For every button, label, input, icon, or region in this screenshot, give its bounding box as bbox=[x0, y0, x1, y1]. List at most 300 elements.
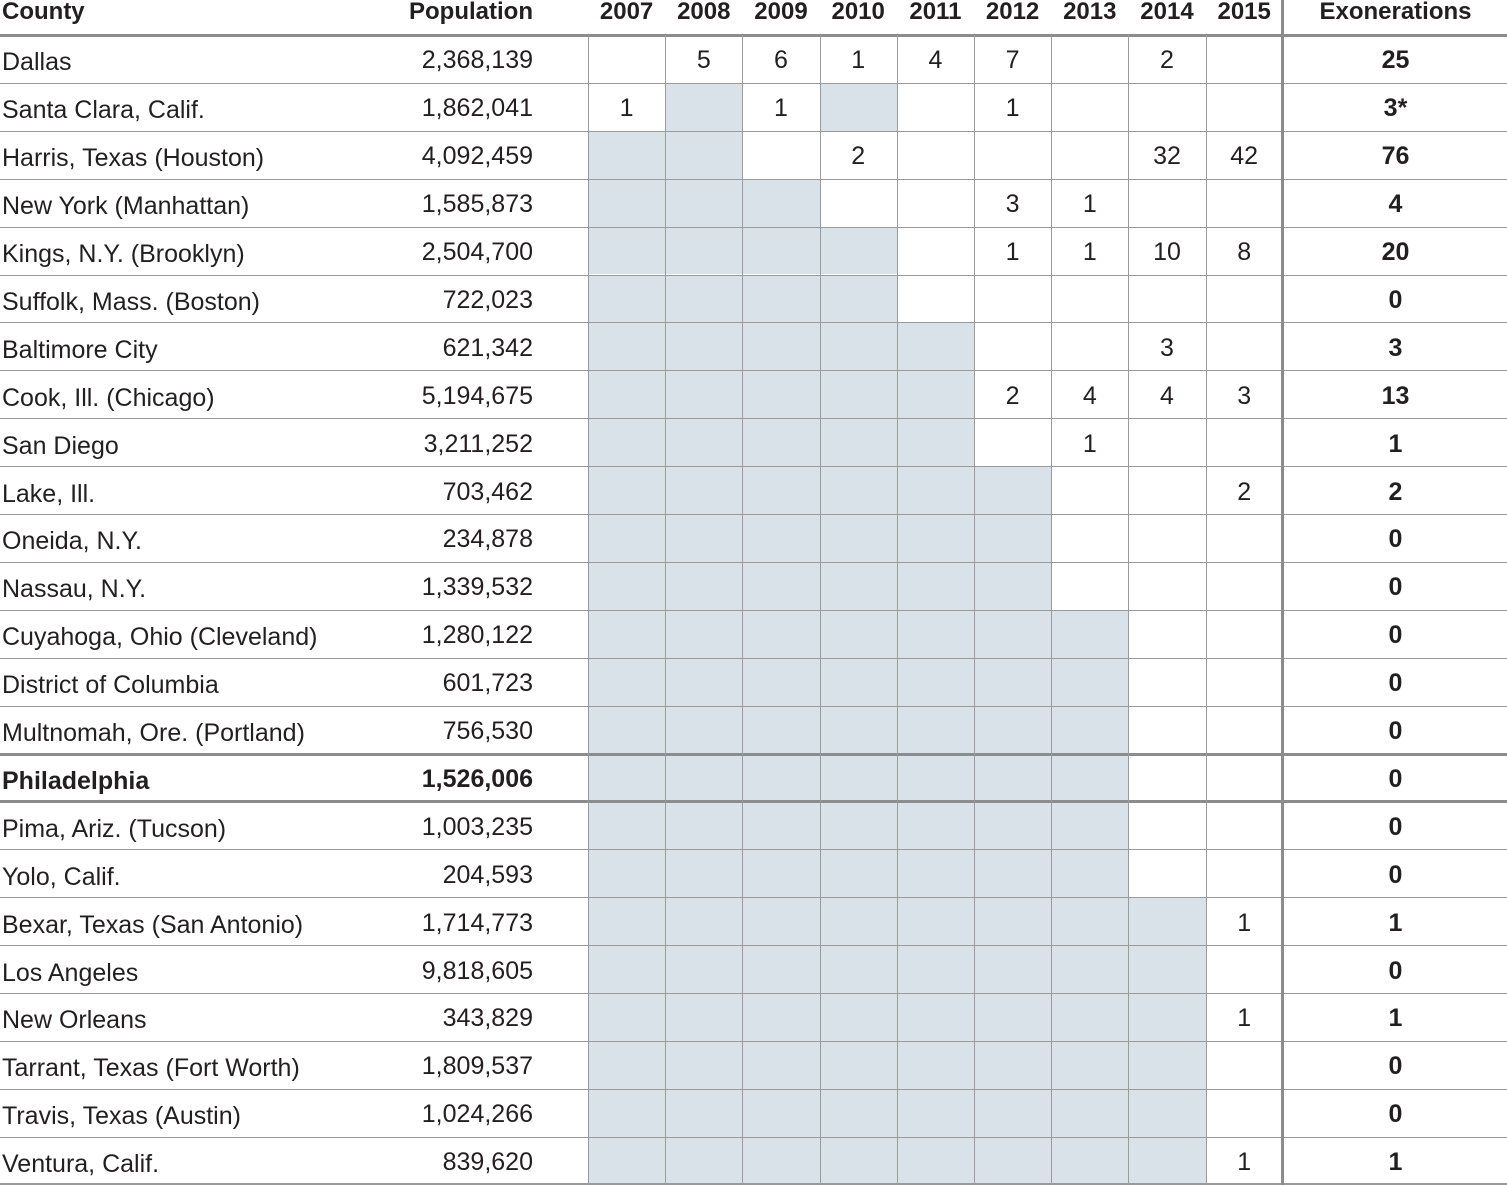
year-value bbox=[742, 324, 819, 372]
population-value: 722,023 bbox=[442, 285, 533, 314]
county-name: Oneida, N.Y. bbox=[2, 527, 142, 556]
year-value: 1 bbox=[1005, 238, 1020, 267]
year-value bbox=[1128, 1091, 1205, 1139]
year-value bbox=[665, 516, 742, 564]
year-value bbox=[1206, 851, 1283, 899]
year-value bbox=[1051, 947, 1128, 995]
year-value: 4 bbox=[1160, 381, 1174, 410]
year-value bbox=[1128, 803, 1205, 851]
exonerations-total: 0 bbox=[1388, 621, 1403, 650]
year-value bbox=[974, 1139, 1051, 1187]
year-value bbox=[1051, 324, 1128, 372]
year-value bbox=[1051, 708, 1128, 756]
population-value: 1,526,006 bbox=[421, 764, 533, 793]
year-value bbox=[742, 612, 819, 660]
year-grid-line bbox=[1051, 35, 1052, 1185]
population-value: 1,339,532 bbox=[421, 573, 533, 602]
year-value bbox=[820, 372, 897, 420]
year-value bbox=[820, 899, 897, 947]
year-value bbox=[1128, 468, 1205, 516]
year-value bbox=[820, 995, 897, 1043]
year-value bbox=[1128, 1043, 1205, 1091]
year-grid-line bbox=[1206, 35, 1207, 1185]
year-value bbox=[1128, 181, 1205, 229]
year-value bbox=[1128, 1139, 1205, 1187]
exonerations-total: 0 bbox=[1388, 717, 1403, 746]
year-value: 2 bbox=[1237, 477, 1252, 506]
year-value bbox=[1206, 756, 1283, 804]
year-value bbox=[974, 468, 1051, 516]
population-value: 703,462 bbox=[442, 477, 533, 506]
exonerations-total: 0 bbox=[1388, 812, 1403, 841]
year-value bbox=[1128, 899, 1205, 947]
year-value bbox=[588, 420, 665, 468]
year-value bbox=[1051, 85, 1128, 133]
year-value bbox=[742, 660, 819, 708]
year-value bbox=[820, 660, 897, 708]
year-value bbox=[897, 372, 974, 420]
population-value: 343,829 bbox=[442, 1004, 533, 1033]
year-value bbox=[742, 803, 819, 851]
population-value: 1,280,122 bbox=[421, 621, 533, 650]
year-value bbox=[742, 756, 819, 804]
population-value: 839,620 bbox=[442, 1148, 533, 1177]
county-name: Travis, Texas (Austin) bbox=[2, 1102, 241, 1131]
year-value bbox=[820, 324, 897, 372]
year-value bbox=[1206, 37, 1283, 85]
county-name: Harris, Texas (Houston) bbox=[2, 144, 265, 173]
year-value bbox=[897, 851, 974, 899]
year-value bbox=[897, 1139, 974, 1187]
exonerations-total: 1 bbox=[1388, 429, 1403, 458]
year-value bbox=[742, 1139, 819, 1187]
year-value: 1 bbox=[1237, 1148, 1252, 1177]
year-grid-line bbox=[897, 35, 898, 1185]
population-value: 2,504,700 bbox=[421, 238, 533, 267]
year-value bbox=[820, 516, 897, 564]
year-value bbox=[1206, 1043, 1283, 1091]
year-value bbox=[1128, 277, 1205, 325]
year-value bbox=[588, 851, 665, 899]
population-value: 756,530 bbox=[442, 717, 533, 746]
year-value bbox=[1206, 324, 1283, 372]
population-value: 601,723 bbox=[442, 669, 533, 698]
year-value: 1 bbox=[774, 94, 788, 123]
year-value: 4 bbox=[1082, 381, 1097, 410]
year-value bbox=[974, 756, 1051, 804]
year-value: 3 bbox=[1160, 333, 1174, 362]
year-value bbox=[742, 1043, 819, 1091]
year-value bbox=[1128, 660, 1205, 708]
year-value bbox=[1051, 995, 1128, 1043]
year-value bbox=[1128, 564, 1205, 612]
year-value bbox=[820, 756, 897, 804]
year-value bbox=[1206, 1091, 1283, 1139]
year-value bbox=[588, 372, 665, 420]
year-value bbox=[974, 133, 1051, 181]
year-value bbox=[665, 564, 742, 612]
year-value bbox=[742, 708, 819, 756]
year-value bbox=[665, 851, 742, 899]
exonerations-total: 1 bbox=[1388, 908, 1403, 937]
population-value: 1,809,537 bbox=[421, 1052, 533, 1081]
county-name: San Diego bbox=[2, 431, 119, 460]
population-value: 1,024,266 bbox=[421, 1100, 533, 1129]
year-value: 5 bbox=[696, 46, 711, 75]
county-name: Pima, Ariz. (Tucson) bbox=[2, 814, 227, 843]
year-value bbox=[820, 1043, 897, 1091]
year-value: 1 bbox=[1082, 429, 1097, 458]
county-name: Multnomah, Ore. (Portland) bbox=[2, 719, 305, 748]
header-year-2007: 2007 bbox=[599, 0, 654, 25]
county-name: Yolo, Calif. bbox=[2, 862, 121, 891]
year-value bbox=[588, 708, 665, 756]
year-value bbox=[897, 181, 974, 229]
year-value bbox=[974, 851, 1051, 899]
year-value bbox=[897, 708, 974, 756]
year-value bbox=[665, 324, 742, 372]
year-value bbox=[820, 851, 897, 899]
county-name: Los Angeles bbox=[2, 958, 139, 987]
population-value: 2,368,139 bbox=[421, 46, 533, 75]
county-name: Kings, N.Y. (Brooklyn) bbox=[2, 240, 245, 269]
year-value bbox=[974, 612, 1051, 660]
year-value: 1 bbox=[619, 94, 634, 123]
header-year-2012: 2012 bbox=[985, 0, 1040, 25]
year-grid-line bbox=[974, 35, 975, 1185]
year-value bbox=[1206, 181, 1283, 229]
exonerations-total: 2 bbox=[1388, 477, 1403, 506]
year-value bbox=[897, 133, 974, 181]
county-name: Bexar, Texas (San Antonio) bbox=[2, 910, 304, 939]
year-value bbox=[820, 612, 897, 660]
year-value bbox=[742, 995, 819, 1043]
year-value bbox=[588, 1043, 665, 1091]
year-value bbox=[588, 1091, 665, 1139]
year-value bbox=[974, 660, 1051, 708]
exonerations-total: 25 bbox=[1381, 46, 1410, 75]
year-value bbox=[974, 564, 1051, 612]
year-value: 1 bbox=[851, 46, 866, 75]
year-value bbox=[897, 660, 974, 708]
year-value bbox=[1051, 1139, 1128, 1187]
year-value bbox=[1051, 899, 1128, 947]
year-value bbox=[1128, 612, 1205, 660]
year-value: 6 bbox=[774, 46, 788, 75]
year-value bbox=[665, 1091, 742, 1139]
county-name: New Orleans bbox=[2, 1006, 147, 1035]
year-value: 3 bbox=[1237, 381, 1252, 410]
exonerations-total: 1 bbox=[1388, 1148, 1403, 1177]
year-value bbox=[588, 277, 665, 325]
year-value bbox=[588, 516, 665, 564]
year-value bbox=[820, 277, 897, 325]
year-value bbox=[665, 468, 742, 516]
year-value bbox=[974, 277, 1051, 325]
year-value bbox=[588, 612, 665, 660]
year-value bbox=[665, 85, 742, 133]
year-value bbox=[588, 564, 665, 612]
year-value bbox=[897, 85, 974, 133]
population-value: 1,003,235 bbox=[421, 812, 533, 841]
year-value bbox=[1051, 37, 1128, 85]
year-value bbox=[588, 899, 665, 947]
year-value: 1 bbox=[1237, 1004, 1252, 1033]
year-value bbox=[588, 181, 665, 229]
year-value bbox=[820, 1139, 897, 1187]
year-value bbox=[588, 1139, 665, 1187]
exonerations-total: 4 bbox=[1388, 190, 1403, 219]
county-name: Suffolk, Mass. (Boston) bbox=[2, 287, 260, 316]
year-value bbox=[1206, 947, 1283, 995]
year-value bbox=[897, 516, 974, 564]
year-value bbox=[1051, 133, 1128, 181]
exonerations-total: 0 bbox=[1388, 285, 1403, 314]
year-value bbox=[897, 899, 974, 947]
year-value bbox=[820, 85, 897, 133]
year-value bbox=[1128, 851, 1205, 899]
year-value bbox=[897, 1091, 974, 1139]
header-year-2011: 2011 bbox=[909, 0, 962, 25]
year-value bbox=[665, 803, 742, 851]
year-value bbox=[665, 133, 742, 181]
year-value bbox=[665, 1043, 742, 1091]
header-year-2015: 2015 bbox=[1217, 0, 1271, 25]
year-value bbox=[1128, 85, 1205, 133]
year-value bbox=[665, 229, 742, 277]
year-value bbox=[1206, 660, 1283, 708]
year-value bbox=[897, 1043, 974, 1091]
header-exonerations: Exonerations bbox=[1319, 0, 1472, 25]
exonerations-total: 13 bbox=[1381, 381, 1410, 410]
year-value: 1 bbox=[1082, 190, 1097, 219]
year-value bbox=[742, 1091, 819, 1139]
year-value bbox=[1128, 516, 1205, 564]
population-value: 204,593 bbox=[442, 860, 533, 889]
population-value: 9,818,605 bbox=[421, 956, 533, 985]
year-value bbox=[665, 756, 742, 804]
year-value: 1 bbox=[1082, 238, 1097, 267]
year-value bbox=[742, 468, 819, 516]
header-year-2013: 2013 bbox=[1063, 0, 1117, 25]
year-grid-line bbox=[1128, 35, 1129, 1185]
year-value bbox=[897, 468, 974, 516]
year-value bbox=[588, 995, 665, 1043]
year-value: 10 bbox=[1153, 238, 1181, 267]
year-value bbox=[742, 372, 819, 420]
year-value bbox=[665, 995, 742, 1043]
year-value bbox=[974, 324, 1051, 372]
exonerations-total: 0 bbox=[1388, 669, 1403, 698]
year-value bbox=[820, 181, 897, 229]
year-value bbox=[1051, 803, 1128, 851]
year-value bbox=[665, 708, 742, 756]
year-value bbox=[974, 708, 1051, 756]
year-value bbox=[1051, 1043, 1128, 1091]
header-population: Population bbox=[409, 0, 533, 25]
year-value bbox=[665, 660, 742, 708]
year-value bbox=[897, 995, 974, 1043]
year-value bbox=[1051, 564, 1128, 612]
header-year-2014: 2014 bbox=[1140, 0, 1194, 25]
year-value bbox=[665, 947, 742, 995]
year-value bbox=[588, 947, 665, 995]
year-value bbox=[820, 420, 897, 468]
population-value: 3,211,252 bbox=[423, 429, 533, 458]
year-value bbox=[742, 229, 819, 277]
header-year-2008: 2008 bbox=[677, 0, 731, 25]
year-value: 42 bbox=[1230, 142, 1259, 171]
year-value: 2 bbox=[851, 142, 866, 171]
year-grid-line bbox=[665, 35, 666, 1185]
header-county: County bbox=[2, 0, 85, 25]
year-value bbox=[974, 1091, 1051, 1139]
year-value bbox=[1051, 756, 1128, 804]
population-value: 1,585,873 bbox=[421, 190, 533, 219]
exonerations-total: 76 bbox=[1381, 142, 1410, 171]
year-value bbox=[742, 420, 819, 468]
county-name: Cook, Ill. (Chicago) bbox=[2, 383, 215, 412]
exonerations-total: 0 bbox=[1388, 956, 1403, 985]
year-value: 1 bbox=[1005, 94, 1020, 123]
year-value bbox=[1128, 756, 1205, 804]
exonerations-total: 3* bbox=[1383, 94, 1408, 123]
year-grid-line bbox=[742, 35, 743, 1185]
year-value bbox=[1206, 803, 1283, 851]
year-value bbox=[1128, 420, 1205, 468]
year-value bbox=[974, 420, 1051, 468]
year-value: 32 bbox=[1153, 142, 1181, 171]
year-value bbox=[1051, 1091, 1128, 1139]
county-name: Cuyahoga, Ohio (Cleveland) bbox=[2, 623, 318, 652]
year-value bbox=[897, 324, 974, 372]
county-name: Santa Clara, Calif. bbox=[2, 96, 205, 125]
year-value: 4 bbox=[928, 46, 943, 75]
year-value bbox=[665, 1139, 742, 1187]
year-value: 8 bbox=[1237, 238, 1252, 267]
year-value bbox=[1051, 851, 1128, 899]
exonerations-total: 1 bbox=[1388, 1004, 1403, 1033]
exonerations-total: 0 bbox=[1388, 525, 1403, 554]
year-value bbox=[588, 803, 665, 851]
year-value bbox=[897, 229, 974, 277]
year-value bbox=[820, 947, 897, 995]
year-value bbox=[588, 133, 665, 181]
population-value: 1,714,773 bbox=[421, 908, 533, 937]
year-value bbox=[588, 756, 665, 804]
year-value: 2 bbox=[1005, 381, 1020, 410]
county-name: District of Columbia bbox=[2, 671, 219, 700]
year-value bbox=[1051, 468, 1128, 516]
year-value bbox=[1206, 516, 1283, 564]
year-value bbox=[665, 277, 742, 325]
year-value bbox=[1051, 516, 1128, 564]
exonerations-total: 0 bbox=[1388, 573, 1403, 602]
year-value bbox=[897, 947, 974, 995]
year-value bbox=[820, 564, 897, 612]
population-value: 4,092,459 bbox=[421, 142, 533, 171]
county-name: Nassau, N.Y. bbox=[2, 575, 147, 604]
county-name: New York (Manhattan) bbox=[2, 192, 250, 221]
county-name: Tarrant, Texas (Fort Worth) bbox=[2, 1054, 300, 1083]
year-value bbox=[820, 468, 897, 516]
exonerations-total: 0 bbox=[1388, 1100, 1403, 1129]
exonerations-total: 0 bbox=[1388, 1052, 1403, 1081]
exonerations-total: 3 bbox=[1388, 333, 1403, 362]
exonerations-total: 0 bbox=[1388, 860, 1403, 889]
county-name: Dallas bbox=[2, 48, 72, 77]
year-value bbox=[588, 229, 665, 277]
population-value: 621,342 bbox=[442, 333, 533, 362]
year-value bbox=[742, 851, 819, 899]
total-column-divider bbox=[1281, 0, 1284, 1185]
year-value bbox=[1206, 420, 1283, 468]
header-year-2009: 2009 bbox=[754, 0, 808, 25]
year-value bbox=[897, 420, 974, 468]
county-name: Philadelphia bbox=[2, 766, 150, 795]
year-value bbox=[742, 516, 819, 564]
year-value bbox=[897, 756, 974, 804]
population-value: 5,194,675 bbox=[421, 381, 533, 410]
county-name: Ventura, Calif. bbox=[2, 1150, 160, 1179]
year-value bbox=[974, 516, 1051, 564]
year-value bbox=[1051, 660, 1128, 708]
header-year-2010: 2010 bbox=[831, 0, 885, 25]
year-value bbox=[1206, 564, 1283, 612]
year-value bbox=[742, 133, 819, 181]
year-value bbox=[742, 564, 819, 612]
year-value bbox=[820, 1091, 897, 1139]
year-value: 2 bbox=[1160, 46, 1174, 75]
exonerations-total: 20 bbox=[1381, 238, 1410, 267]
year-value bbox=[665, 420, 742, 468]
year-value bbox=[1051, 277, 1128, 325]
year-value bbox=[820, 708, 897, 756]
year-value bbox=[665, 612, 742, 660]
year-value bbox=[1051, 612, 1128, 660]
year-value bbox=[588, 468, 665, 516]
year-value bbox=[820, 229, 897, 277]
year-value bbox=[588, 37, 665, 85]
year-value bbox=[588, 660, 665, 708]
year-value bbox=[1128, 947, 1205, 995]
year-value bbox=[665, 899, 742, 947]
year-grid-line bbox=[588, 35, 589, 1185]
exonerations-total: 0 bbox=[1388, 764, 1403, 793]
year-value bbox=[665, 181, 742, 229]
year-value bbox=[1128, 708, 1205, 756]
year-value bbox=[1128, 995, 1205, 1043]
year-value bbox=[897, 612, 974, 660]
year-value bbox=[1206, 277, 1283, 325]
year-value bbox=[974, 947, 1051, 995]
year-value: 1 bbox=[1237, 908, 1252, 937]
year-value bbox=[974, 995, 1051, 1043]
year-value bbox=[742, 181, 819, 229]
year-value: 3 bbox=[1005, 190, 1020, 219]
year-value bbox=[742, 947, 819, 995]
year-value bbox=[897, 564, 974, 612]
county-name: Lake, Ill. bbox=[2, 479, 96, 508]
year-value bbox=[742, 899, 819, 947]
year-value bbox=[665, 372, 742, 420]
year-value bbox=[820, 803, 897, 851]
population-value: 234,878 bbox=[442, 525, 533, 554]
population-value: 1,862,041 bbox=[421, 94, 533, 123]
year-grid-line bbox=[820, 35, 821, 1185]
year-value bbox=[897, 803, 974, 851]
year-value bbox=[974, 1043, 1051, 1091]
